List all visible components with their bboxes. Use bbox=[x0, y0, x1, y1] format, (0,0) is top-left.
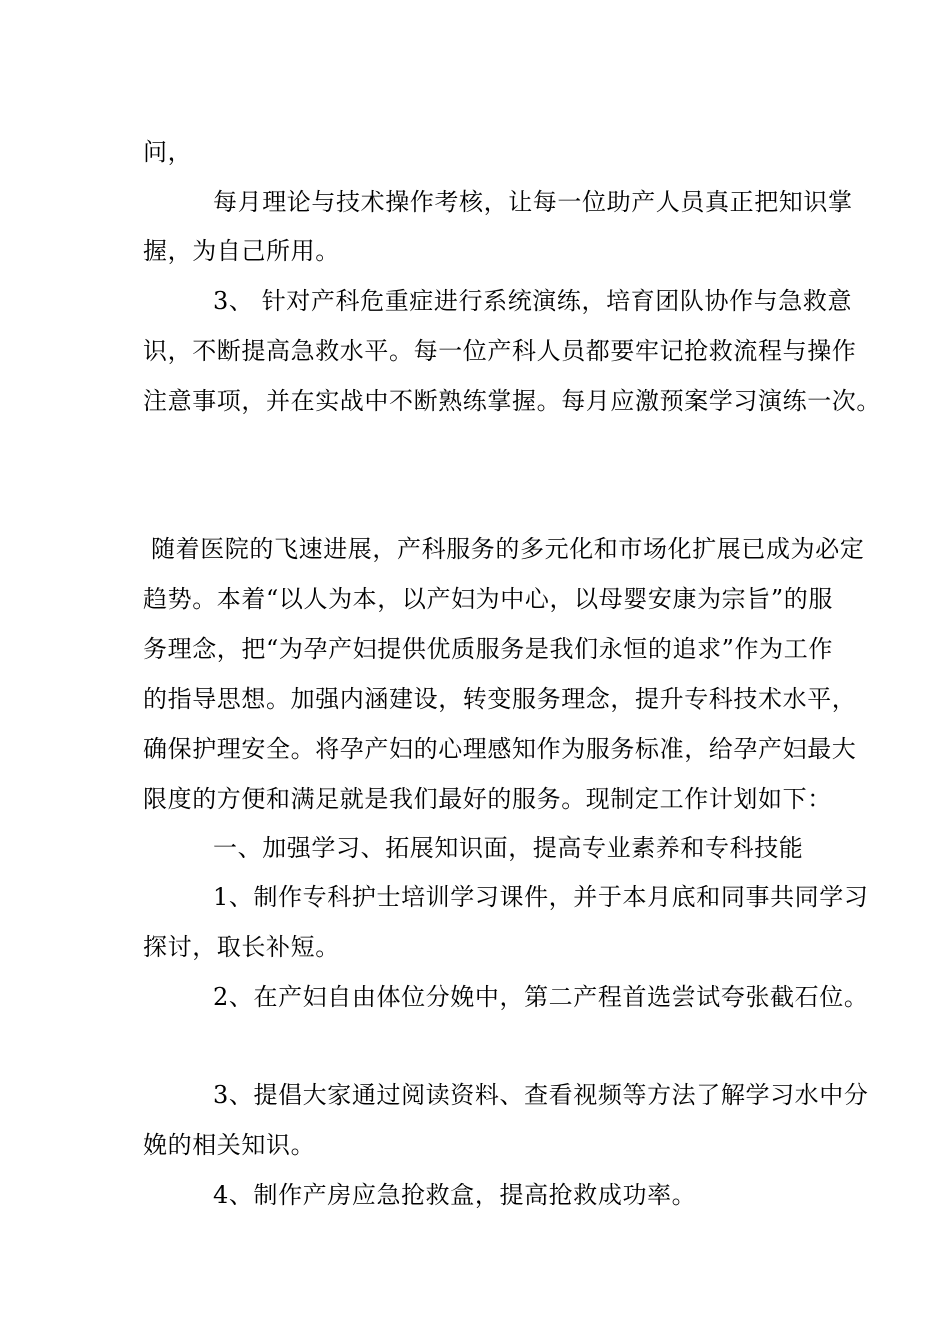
text-line-7: 随着医院的飞速进展，产科服务的多元化和市场化扩展已成为必定 bbox=[151, 535, 865, 563]
text-line-19: 4、制作产房应急抢救盒，提高抢救成功率。 bbox=[213, 1181, 697, 1209]
text-line-3: 握，为自己所用。 bbox=[143, 237, 340, 265]
text-line-9: 务理念，把“为孕产妇提供优质服务是我们永恒的追求”作为工作 bbox=[143, 635, 833, 663]
text-line-2: 每月理论与技术操作考核，让每一位助产人员真正把知识掌 bbox=[213, 188, 853, 216]
text-line-6: 注意事项，并在实战中不断熟练掌握。每月应激预案学习演练一次。 bbox=[143, 387, 881, 415]
text-line-4: 3、 针对产科危重症进行系统演练，培育团队协作与急救意 bbox=[213, 287, 853, 315]
text-line-15: 探讨，取长补短。 bbox=[143, 933, 340, 961]
text-line-14: 1、制作专科护士培训学习课件，并于本月底和同事共同学习 bbox=[213, 883, 869, 911]
text-line-10: 的指导思想。加强内涵建设，转变服务理念，提升专科技术水平， bbox=[143, 685, 857, 713]
text-line-12: 限度的方便和满足就是我们最好的服务。现制定工作计划如下： bbox=[143, 785, 832, 813]
text-line-5: 识，不断提高急救水平。每一位产科人员都要牢记抢救流程与操作 bbox=[143, 337, 857, 365]
section-heading: 一、加强学习、拓展知识面，提高专业素养和专科技能 bbox=[213, 834, 804, 862]
text-line-1: 问， bbox=[143, 138, 193, 166]
text-line-16: 2、在产妇自由体位分娩中，第二产程首选尝试夸张截石位。 bbox=[213, 983, 869, 1011]
text-line-18: 娩的相关知识。 bbox=[143, 1131, 316, 1159]
text-line-11: 确保护理安全。将孕产妇的心理感知作为服务标准，给孕产妇最大 bbox=[143, 735, 857, 763]
text-line-17: 3、提倡大家通过阅读资料、查看视频等方法了解学习水中分 bbox=[213, 1081, 869, 1109]
text-line-8: 趋势。本着“以人为本，以产妇为中心，以母婴安康为宗旨”的服 bbox=[143, 585, 833, 613]
